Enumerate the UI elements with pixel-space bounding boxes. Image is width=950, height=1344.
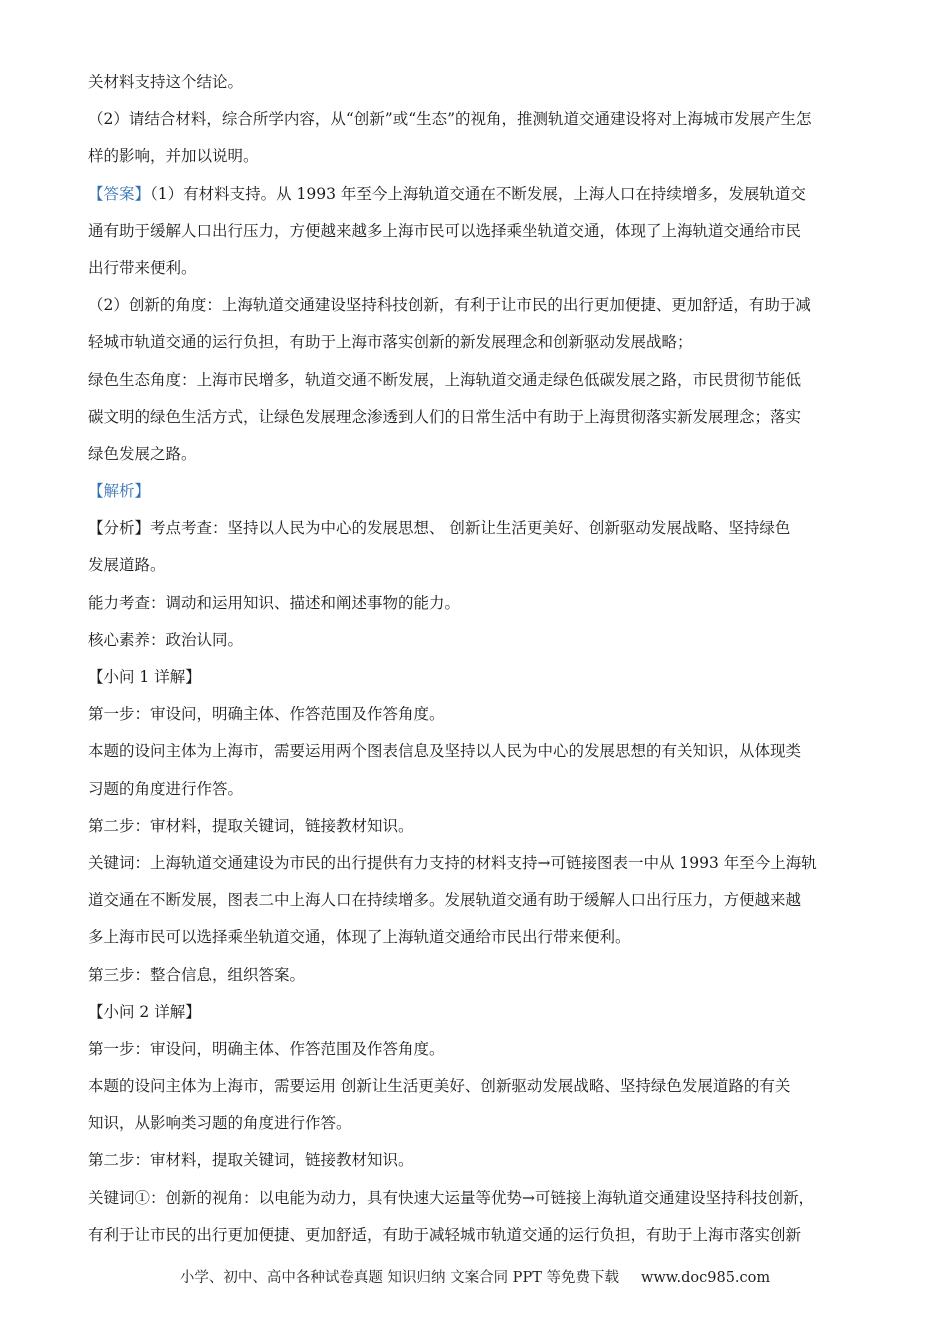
text-line [88, 330, 864, 367]
line-text: 道交通在不断发展，图表二中上海人口在持续增多。发展轨道交通有助于缓解人口出行压力，方便越来越 [88, 891, 802, 910]
text-line [88, 925, 864, 962]
line-text: 本题的设问主体为上海市，需要运用 创新让生活更美好、创新驱动发展战略、坚持绿色发展道路的有关 [88, 1077, 791, 1096]
text-line [88, 1111, 864, 1148]
text-line [88, 702, 864, 739]
text-line [88, 628, 864, 665]
line-text: 绿色生态角度：上海市民增多，轨道交通不断发展，上海轨道交通走绿色低碳发展之路，市民贯彻节能低 [88, 370, 802, 389]
line-text: （2）请结合材料，综合所学内容，从“创新”或“生态”的视角，推测轨道交通建设将对上海城市发展产生怎 [88, 110, 812, 129]
text-line [88, 1186, 864, 1223]
text-line [88, 553, 864, 590]
text-line [88, 591, 864, 628]
text-line [88, 182, 864, 219]
line-text: 核心素养：政治认同。 [88, 630, 244, 649]
text-line [88, 293, 864, 330]
line-text: 关材料支持这个结论。 [88, 73, 244, 91]
text-line [88, 516, 864, 553]
text-line [88, 814, 864, 851]
text-line [88, 963, 864, 1000]
text-line [88, 777, 864, 814]
text-line [88, 479, 864, 516]
line-text: 关键词①：创新的视角：以电能为动力，具有快速大运量等优势→可链接上海轨道交通建设坚持科技创新， [88, 1188, 814, 1207]
line-text: 多上海市民可以选择乘坐轨道交通，体现了上海轨道交通给市民出行带来便利。 [88, 928, 631, 947]
document-body [88, 70, 864, 1260]
text-line [88, 1074, 864, 1111]
text-line [88, 405, 864, 442]
section-tag: 【答案】 [88, 184, 151, 203]
line-text: 【分析】考点考查：坚持以人民为中心的发展思想、 创新让生活更美好、创新驱动发展战略、坚持绿色 [88, 519, 791, 538]
text-line [88, 888, 864, 925]
page-footer [0, 1266, 950, 1287]
line-text: 轻城市轨道交通的运行负担，有助于上海市落实创新的新发展理念和创新驱动发展战略； [88, 333, 693, 352]
line-text: （2）创新的角度：上海轨道交通建设坚持科技创新，有利于让市民的出行更加便捷、更加舒适，有助于减 [88, 296, 811, 315]
line-text: 有利于让市民的出行更加便捷、更加舒适，有助于减轻城市轨道交通的运行负担，有助于上海市落实创新 [88, 1225, 802, 1244]
line-text: 本题的设问主体为上海市，需要运用两个图表信息及坚持以人民为中心的发展思想的有关知识，从体现类 [88, 742, 802, 761]
line-text: 能力考查：调动和运用知识、描述和阐述事物的能力。 [88, 593, 461, 612]
line-text: 第一步：审设问，明确主体、作答范围及作答角度。 [88, 1039, 445, 1058]
line-text: 通有助于缓解人口出行压力，方便越来越多上海市民可以选择乘坐轨道交通，体现了上海轨道交通给市民 [88, 221, 802, 240]
line-text: 知识，从影响类习题的角度进行作答。 [88, 1114, 352, 1133]
line-text: 样的影响，并加以说明。 [88, 147, 259, 166]
text-line [88, 107, 864, 144]
line-text: 第一步：审设问，明确主体、作答范围及作答角度。 [88, 705, 445, 724]
line-text: 第二步：审材料，提取关键词，链接教材知识。 [88, 1151, 414, 1170]
line-text: 出行带来便利。 [88, 258, 197, 277]
line-text: 碳文明的绿色生活方式，让绿色发展理念渗透到人们的日常生活中有助于上海贯彻落实新发展理念；落实 [88, 407, 802, 426]
text-line [88, 219, 864, 256]
line-text: 绿色发展之路。 [88, 444, 197, 463]
text-line [88, 1223, 864, 1260]
footer-text: 小学、初中、高中各种试卷真题 知识归纳 文案合同 PPT 等免费下载 [179, 1270, 619, 1286]
text-line [88, 851, 864, 888]
text-line [88, 144, 864, 181]
line-text: 第二步：审材料，提取关键词，链接教材知识。 [88, 816, 414, 835]
line-text: 发展道路。 [88, 556, 166, 575]
line-text: 第三步：整合信息，组织答案。 [88, 965, 306, 984]
text-line [88, 1000, 864, 1037]
line-text: 习题的角度进行作答。 [88, 779, 244, 798]
line-text: （1）有材料支持。从 1993 年至今上海轨道交通在不断发展，上海人口在持续增多，发展轨道交 [150, 184, 806, 203]
footer-link[interactable]: www.doc985.com [640, 1270, 771, 1286]
line-text: 【小问 1 详解】 [88, 668, 201, 686]
text-line [88, 665, 864, 702]
line-text: 关键词：上海轨道交通建设为市民的出行提供有力支持的材料支持→可链接图表一中从 1993 年至今上海轨 [88, 853, 817, 872]
text-line [88, 368, 864, 405]
text-line [88, 70, 864, 107]
text-line [88, 739, 864, 776]
line-text: 【小问 2 详解】 [88, 1002, 201, 1021]
text-line [88, 442, 864, 479]
text-line [88, 1148, 864, 1185]
section-tag: 【解析】 [88, 482, 151, 501]
text-line [88, 1037, 864, 1074]
text-line [88, 256, 864, 293]
